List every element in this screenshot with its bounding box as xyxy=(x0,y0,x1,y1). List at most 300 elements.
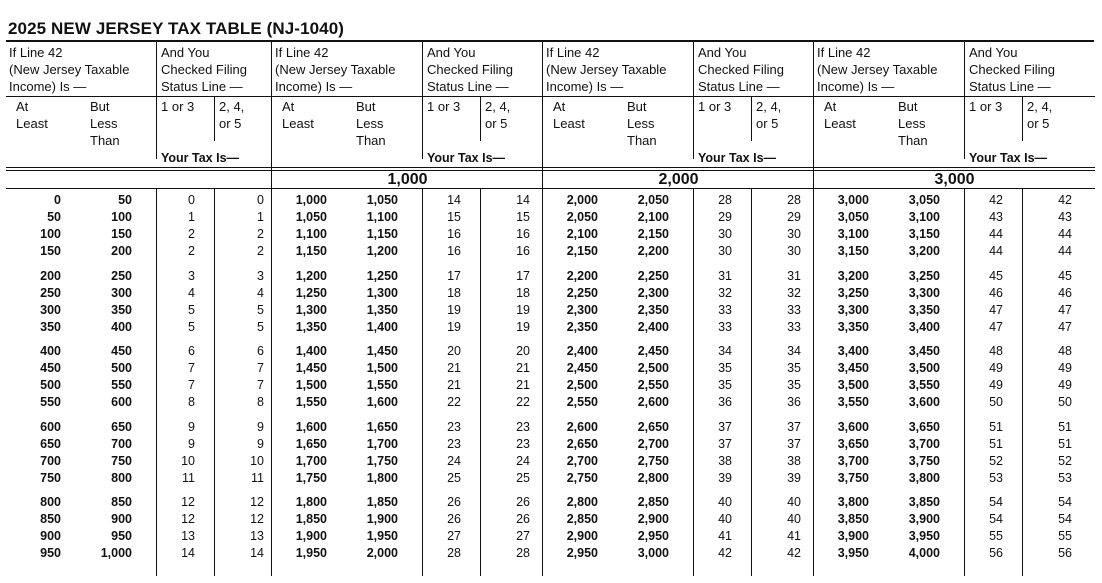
income-header-label: Income) Is — xyxy=(817,79,895,94)
table-row xyxy=(543,545,814,561)
tax-status-1-3-cell: 26 xyxy=(447,495,461,510)
at-least-cell: 3,500 xyxy=(837,378,869,393)
but-less-cell: 2,950 xyxy=(637,529,669,544)
at-least-cell: 3,600 xyxy=(837,419,869,434)
tax-status-2-4-5-cell: 41 xyxy=(787,529,801,544)
table-row xyxy=(6,545,277,561)
but-less-cell: 1,850 xyxy=(366,495,398,510)
tax-status-2-4-5-cell: 21 xyxy=(516,378,530,393)
tax-status-2-4-5-cell: 51 xyxy=(1058,436,1072,451)
tax-status-2-4-5-cell: 44 xyxy=(1058,244,1072,258)
tax-status-2-4-5-cell: 48 xyxy=(1058,344,1072,359)
but-less-cell: 3,450 xyxy=(908,344,940,359)
but-less-cell: 3,550 xyxy=(908,378,940,393)
tax-status-2-4-5-cell: 47 xyxy=(1058,302,1072,317)
table-row xyxy=(6,377,277,393)
but-less-cell: 3,100 xyxy=(908,210,940,224)
but-less-cell: 3,050 xyxy=(908,193,940,207)
tax-status-2-4-5-cell: 30 xyxy=(787,244,801,258)
at-least-cell: 1,550 xyxy=(295,395,327,410)
tax-status-1-3-cell: 20 xyxy=(447,344,461,359)
tax-table xyxy=(6,40,1094,561)
tax-status-2-4-5-cell: 10 xyxy=(250,453,264,468)
but-less-label: Less xyxy=(898,116,926,131)
table-row xyxy=(272,192,543,208)
tax-status-1-3-cell: 49 xyxy=(989,361,1003,376)
tax-status-1-3-cell: 35 xyxy=(718,361,732,376)
tax-status-2-4-5-cell: 5 xyxy=(257,319,264,334)
at-least-cell: 3,050 xyxy=(837,210,869,224)
tax-status-1-3-cell: 51 xyxy=(989,436,1003,451)
status-2-4-5-label: or 5 xyxy=(485,116,508,131)
rule xyxy=(543,167,693,168)
tax-status-2-4-5-cell: 5 xyxy=(257,302,264,317)
tax-status-2-4-5-cell: 43 xyxy=(1058,210,1072,224)
but-less-cell: 2,600 xyxy=(637,395,669,410)
but-less-cell: 3,650 xyxy=(908,419,940,434)
but-less-cell: 2,000 xyxy=(366,546,398,561)
table-row xyxy=(543,436,814,452)
at-least-cell: 350 xyxy=(40,319,61,334)
at-least-cell: 2,200 xyxy=(566,268,598,283)
but-less-cell: 1,300 xyxy=(366,285,398,300)
tax-status-2-4-5-cell: 37 xyxy=(787,419,801,434)
tax-status-1-3-cell: 0 xyxy=(188,193,195,207)
table-row xyxy=(814,377,1095,393)
status-header-label: Checked Filing xyxy=(969,62,1055,77)
at-least-cell: 300 xyxy=(40,302,61,317)
at-least-label: Least xyxy=(553,116,585,131)
at-least-cell: 3,400 xyxy=(837,344,869,359)
tax-status-1-3-cell: 49 xyxy=(989,378,1003,393)
tax-status-2-4-5-cell: 35 xyxy=(787,378,801,393)
table-row xyxy=(6,243,277,259)
tax-status-1-3-cell: 17 xyxy=(447,268,461,283)
tax-status-2-4-5-cell: 2 xyxy=(257,244,264,258)
header-divider xyxy=(693,42,694,159)
at-least-cell: 1,500 xyxy=(295,378,327,393)
at-least-cell: 2,950 xyxy=(566,546,598,561)
at-least-cell: 850 xyxy=(40,512,61,527)
income-header-label: (New Jersey Taxable xyxy=(546,62,667,77)
table-row xyxy=(272,511,543,527)
header-rule xyxy=(6,96,277,97)
at-least-cell: 100 xyxy=(40,227,61,241)
at-least-cell: 1,750 xyxy=(295,470,327,485)
table-row xyxy=(272,226,543,242)
at-least-cell: 3,800 xyxy=(837,495,869,510)
but-less-cell: 2,300 xyxy=(637,285,669,300)
table-row xyxy=(272,209,543,225)
tax-status-1-3-cell: 30 xyxy=(718,227,732,241)
rule xyxy=(693,167,814,168)
at-least-cell: 450 xyxy=(40,361,61,376)
at-least-cell: 1,100 xyxy=(295,227,327,241)
tax-status-1-3-cell: 2 xyxy=(188,244,195,258)
but-less-cell: 1,950 xyxy=(366,529,398,544)
but-less-cell: 3,700 xyxy=(908,436,940,451)
but-less-cell: 750 xyxy=(111,453,132,468)
table-row xyxy=(543,419,814,435)
table-row xyxy=(6,192,277,208)
table-row xyxy=(6,528,277,544)
tax-status-1-3-cell: 27 xyxy=(447,529,461,544)
table-row xyxy=(814,360,1095,376)
but-less-cell: 1,550 xyxy=(366,378,398,393)
your-tax-label: Your Tax Is— xyxy=(427,151,506,165)
tax-status-1-3-cell: 40 xyxy=(718,512,732,527)
tax-status-2-4-5-cell: 49 xyxy=(1058,378,1072,393)
at-least-cell: 1,400 xyxy=(295,344,327,359)
tax-status-1-3-cell: 6 xyxy=(188,344,195,359)
tax-status-1-3-cell: 1 xyxy=(188,210,195,224)
tax-status-1-3-cell: 15 xyxy=(447,210,461,224)
but-less-cell: 600 xyxy=(111,395,132,410)
rule xyxy=(964,167,1095,168)
table-row xyxy=(814,268,1095,284)
tax-status-2-4-5-cell: 42 xyxy=(1058,193,1072,207)
at-least-cell: 600 xyxy=(40,419,61,434)
at-least-cell: 3,150 xyxy=(837,244,869,258)
tax-status-1-3-cell: 19 xyxy=(447,319,461,334)
table-row xyxy=(814,419,1095,435)
table-row xyxy=(543,319,814,335)
tax-status-1-3-cell: 26 xyxy=(447,512,461,527)
income-header-label: If Line 42 xyxy=(9,45,63,60)
tax-status-1-3-cell: 36 xyxy=(718,395,732,410)
tax-status-1-3-cell: 28 xyxy=(718,193,732,207)
table-row xyxy=(272,343,543,359)
tax-status-2-4-5-cell: 28 xyxy=(516,546,530,561)
your-tax-label: Your Tax Is— xyxy=(161,151,240,165)
at-least-cell: 750 xyxy=(40,470,61,485)
at-least-cell: 2,750 xyxy=(566,470,598,485)
tax-status-1-3-cell: 33 xyxy=(718,302,732,317)
tax-status-1-3-cell: 28 xyxy=(447,546,461,561)
but-less-cell: 3,300 xyxy=(908,285,940,300)
table-row xyxy=(272,419,543,435)
tax-status-1-3-cell: 21 xyxy=(447,361,461,376)
tax-status-2-4-5-cell: 8 xyxy=(257,395,264,410)
at-least-cell: 1,250 xyxy=(295,285,327,300)
at-least-label: At xyxy=(282,99,295,114)
rule xyxy=(156,167,277,168)
tax-status-1-3-cell: 7 xyxy=(188,361,195,376)
tax-status-1-3-cell: 34 xyxy=(718,344,732,359)
status-header-label: Status Line — xyxy=(969,79,1051,94)
tax-status-2-4-5-cell: 34 xyxy=(787,344,801,359)
tax-status-2-4-5-cell: 55 xyxy=(1058,529,1072,544)
but-less-cell: 2,700 xyxy=(637,436,669,451)
tax-status-2-4-5-cell: 14 xyxy=(516,193,530,207)
tax-status-2-4-5-cell: 29 xyxy=(787,210,801,224)
tax-status-2-4-5-cell: 47 xyxy=(1058,319,1072,334)
but-less-cell: 250 xyxy=(111,268,132,283)
tax-status-2-4-5-cell: 36 xyxy=(787,395,801,410)
table-row xyxy=(6,470,277,486)
at-least-cell: 2,100 xyxy=(566,227,598,241)
tax-status-2-4-5-cell: 19 xyxy=(516,302,530,317)
at-least-cell: 1,050 xyxy=(295,210,327,224)
tax-status-1-3-cell: 5 xyxy=(188,302,195,317)
but-less-cell: 2,400 xyxy=(637,319,669,334)
at-least-cell: 0 xyxy=(54,193,61,207)
tax-status-1-3-cell: 23 xyxy=(447,419,461,434)
but-less-cell: 850 xyxy=(111,495,132,510)
tax-status-1-3-cell: 14 xyxy=(447,193,461,207)
status-2-4-5-label: 2, 4, xyxy=(1027,99,1053,114)
tax-status-2-4-5-cell: 40 xyxy=(787,495,801,510)
tax-status-1-3-cell: 24 xyxy=(447,453,461,468)
tax-status-2-4-5-cell: 7 xyxy=(257,361,264,376)
but-less-label: But xyxy=(356,99,376,114)
tax-status-2-4-5-cell: 18 xyxy=(516,285,530,300)
tax-status-2-4-5-cell: 6 xyxy=(257,344,264,359)
but-less-cell: 2,450 xyxy=(637,344,669,359)
thousand-heading: 3,000 xyxy=(934,171,975,188)
table-row xyxy=(6,226,277,242)
rule xyxy=(814,167,964,168)
tax-status-2-4-5-cell: 20 xyxy=(516,344,530,359)
tax-status-1-3-cell: 37 xyxy=(718,419,732,434)
tax-status-1-3-cell: 45 xyxy=(989,268,1003,283)
tax-status-1-3-cell: 42 xyxy=(718,546,732,561)
table-row xyxy=(543,494,814,510)
but-less-cell: 3,500 xyxy=(908,361,940,376)
at-least-cell: 1,600 xyxy=(295,419,327,434)
tax-status-1-3-cell: 7 xyxy=(188,378,195,393)
at-least-cell: 3,100 xyxy=(837,227,869,241)
tax-status-1-3-cell: 3 xyxy=(188,268,195,283)
at-least-cell: 2,400 xyxy=(566,344,598,359)
but-less-cell: 650 xyxy=(111,419,132,434)
tax-status-2-4-5-cell: 15 xyxy=(516,210,530,224)
table-row xyxy=(272,470,543,486)
table-row xyxy=(543,394,814,410)
tax-status-1-3-cell: 19 xyxy=(447,302,461,317)
income-header-label: If Line 42 xyxy=(275,45,329,60)
tax-status-2-4-5-cell: 42 xyxy=(787,546,801,561)
tax-status-1-3-cell: 38 xyxy=(718,453,732,468)
at-least-cell: 1,150 xyxy=(295,244,327,258)
table-row xyxy=(814,436,1095,452)
but-less-cell: 3,850 xyxy=(908,495,940,510)
table-section xyxy=(542,42,814,576)
but-less-cell: 2,550 xyxy=(637,378,669,393)
table-row xyxy=(272,268,543,284)
thousand-heading: 2,000 xyxy=(658,171,699,188)
tax-status-2-4-5-cell: 40 xyxy=(787,512,801,527)
but-less-cell: 350 xyxy=(111,302,132,317)
tax-status-1-3-cell: 16 xyxy=(447,227,461,241)
at-least-cell: 900 xyxy=(40,529,61,544)
tax-status-1-3-cell: 9 xyxy=(188,419,195,434)
but-less-cell: 50 xyxy=(118,193,132,207)
at-least-cell: 3,950 xyxy=(837,546,869,561)
but-less-cell: 950 xyxy=(111,529,132,544)
at-least-cell: 700 xyxy=(40,453,61,468)
tax-status-2-4-5-cell: 38 xyxy=(787,453,801,468)
at-least-cell: 2,900 xyxy=(566,529,598,544)
at-least-cell: 1,700 xyxy=(295,453,327,468)
table-row xyxy=(272,302,543,318)
tax-status-1-3-cell: 4 xyxy=(188,285,195,300)
but-less-cell: 2,350 xyxy=(637,302,669,317)
tax-status-2-4-5-cell: 23 xyxy=(516,436,530,451)
at-least-cell: 1,450 xyxy=(295,361,327,376)
at-least-label: Least xyxy=(824,116,856,131)
tax-status-2-4-5-cell: 56 xyxy=(1058,546,1072,561)
tax-status-1-3-cell: 13 xyxy=(181,529,195,544)
tax-status-2-4-5-cell: 13 xyxy=(250,529,264,544)
but-less-cell: 1,000 xyxy=(100,546,132,561)
but-less-cell: 3,250 xyxy=(908,268,940,283)
at-least-label: At xyxy=(553,99,566,114)
table-row xyxy=(814,394,1095,410)
tax-status-1-3-cell: 14 xyxy=(181,546,195,561)
at-least-cell: 1,900 xyxy=(295,529,327,544)
table-row xyxy=(814,545,1095,561)
table-row xyxy=(814,343,1095,359)
tax-status-2-4-5-cell: 9 xyxy=(257,436,264,451)
but-less-cell: 150 xyxy=(111,227,132,241)
at-least-cell: 3,250 xyxy=(837,285,869,300)
income-header-label: (New Jersey Taxable xyxy=(817,62,938,77)
status-divider xyxy=(1022,96,1023,141)
at-least-label: Least xyxy=(16,116,48,131)
at-least-cell: 2,150 xyxy=(566,244,598,258)
at-least-cell: 950 xyxy=(40,546,61,561)
table-row xyxy=(272,494,543,510)
tax-status-2-4-5-cell: 45 xyxy=(1058,268,1072,283)
but-less-cell: 1,350 xyxy=(366,302,398,317)
table-row xyxy=(6,343,277,359)
tax-status-2-4-5-cell: 24 xyxy=(516,453,530,468)
but-less-cell: 2,500 xyxy=(637,361,669,376)
thousand-heading: 1,000 xyxy=(387,171,428,188)
at-least-cell: 500 xyxy=(40,378,61,393)
tax-status-1-3-cell: 56 xyxy=(989,546,1003,561)
at-least-cell: 650 xyxy=(40,436,61,451)
table-row xyxy=(6,319,277,335)
tax-status-2-4-5-cell: 16 xyxy=(516,244,530,258)
tax-status-1-3-cell: 22 xyxy=(447,395,461,410)
at-least-cell: 2,600 xyxy=(566,419,598,434)
tax-status-1-3-cell: 29 xyxy=(718,210,732,224)
table-row xyxy=(543,528,814,544)
but-less-cell: 1,150 xyxy=(366,227,398,241)
at-least-cell: 550 xyxy=(40,395,61,410)
income-header-label: Income) Is — xyxy=(9,79,87,94)
status-1-3-label: 1 or 3 xyxy=(969,99,1003,114)
tax-status-2-4-5-cell: 21 xyxy=(516,361,530,376)
table-row xyxy=(814,302,1095,318)
tax-status-1-3-cell: 40 xyxy=(718,495,732,510)
income-header-label: (New Jersey Taxable xyxy=(9,62,130,77)
tax-status-1-3-cell: 21 xyxy=(447,378,461,393)
but-less-label: But xyxy=(898,99,918,114)
table-row xyxy=(543,226,814,242)
tax-status-2-4-5-cell: 11 xyxy=(251,470,264,485)
at-least-cell: 3,300 xyxy=(837,302,869,317)
tax-status-2-4-5-cell: 26 xyxy=(516,512,530,527)
tax-status-1-3-cell: 12 xyxy=(181,512,195,527)
tax-status-2-4-5-cell: 53 xyxy=(1058,470,1072,485)
but-less-cell: 800 xyxy=(111,470,132,485)
at-least-cell: 2,550 xyxy=(566,395,598,410)
income-header-label: Income) Is — xyxy=(546,79,624,94)
but-less-cell: 1,600 xyxy=(366,395,398,410)
but-less-cell: 200 xyxy=(111,244,132,258)
table-row xyxy=(543,470,814,486)
table-row xyxy=(272,360,543,376)
at-least-cell: 3,450 xyxy=(837,361,869,376)
but-less-label: Than xyxy=(356,133,386,148)
tax-status-2-4-5-cell: 23 xyxy=(516,419,530,434)
at-least-cell: 1,350 xyxy=(295,319,327,334)
tax-status-1-3-cell: 54 xyxy=(989,495,1003,510)
table-row xyxy=(272,319,543,335)
tax-status-1-3-cell: 11 xyxy=(182,470,195,485)
status-header-label: Status Line — xyxy=(161,79,243,94)
at-least-cell: 1,800 xyxy=(295,495,327,510)
at-least-cell: 2,350 xyxy=(566,319,598,334)
tax-status-2-4-5-cell: 16 xyxy=(516,227,530,241)
status-header-label: Checked Filing xyxy=(161,62,247,77)
table-row xyxy=(543,511,814,527)
tax-status-1-3-cell: 50 xyxy=(989,395,1003,410)
but-less-cell: 100 xyxy=(111,210,132,224)
tax-status-1-3-cell: 31 xyxy=(718,268,732,283)
at-least-cell: 3,000 xyxy=(837,193,869,207)
table-row xyxy=(6,453,277,469)
but-less-cell: 2,200 xyxy=(637,244,669,258)
tax-status-1-3-cell: 35 xyxy=(718,378,732,393)
at-least-cell: 2,250 xyxy=(566,285,598,300)
table-section xyxy=(813,42,1095,576)
table-row xyxy=(272,528,543,544)
table-row xyxy=(543,377,814,393)
at-least-cell: 2,300 xyxy=(566,302,598,317)
table-section xyxy=(6,42,277,576)
tax-status-2-4-5-cell: 46 xyxy=(1058,285,1072,300)
table-row xyxy=(814,209,1095,225)
tax-status-1-3-cell: 18 xyxy=(447,285,461,300)
at-least-cell: 3,700 xyxy=(837,453,869,468)
table-row xyxy=(543,302,814,318)
but-less-cell: 1,500 xyxy=(366,361,398,376)
header-rule xyxy=(814,96,1095,97)
but-less-cell: 1,700 xyxy=(366,436,398,451)
table-row xyxy=(6,394,277,410)
tax-status-2-4-5-cell: 54 xyxy=(1058,512,1072,527)
tax-status-1-3-cell: 9 xyxy=(188,436,195,451)
tax-status-2-4-5-cell: 22 xyxy=(516,395,530,410)
at-least-cell: 2,450 xyxy=(566,361,598,376)
table-row xyxy=(6,419,277,435)
status-2-4-5-label: 2, 4, xyxy=(485,99,511,114)
tax-status-1-3-cell: 37 xyxy=(718,436,732,451)
but-less-label: Less xyxy=(90,116,118,131)
tax-status-2-4-5-cell: 27 xyxy=(516,529,530,544)
but-less-cell: 1,800 xyxy=(366,470,398,485)
status-2-4-5-label: 2, 4, xyxy=(756,99,782,114)
rule xyxy=(6,167,156,168)
table-row xyxy=(543,192,814,208)
at-least-cell: 2,000 xyxy=(566,193,598,207)
tax-status-1-3-cell: 42 xyxy=(989,193,1003,207)
tax-status-1-3-cell: 23 xyxy=(447,436,461,451)
